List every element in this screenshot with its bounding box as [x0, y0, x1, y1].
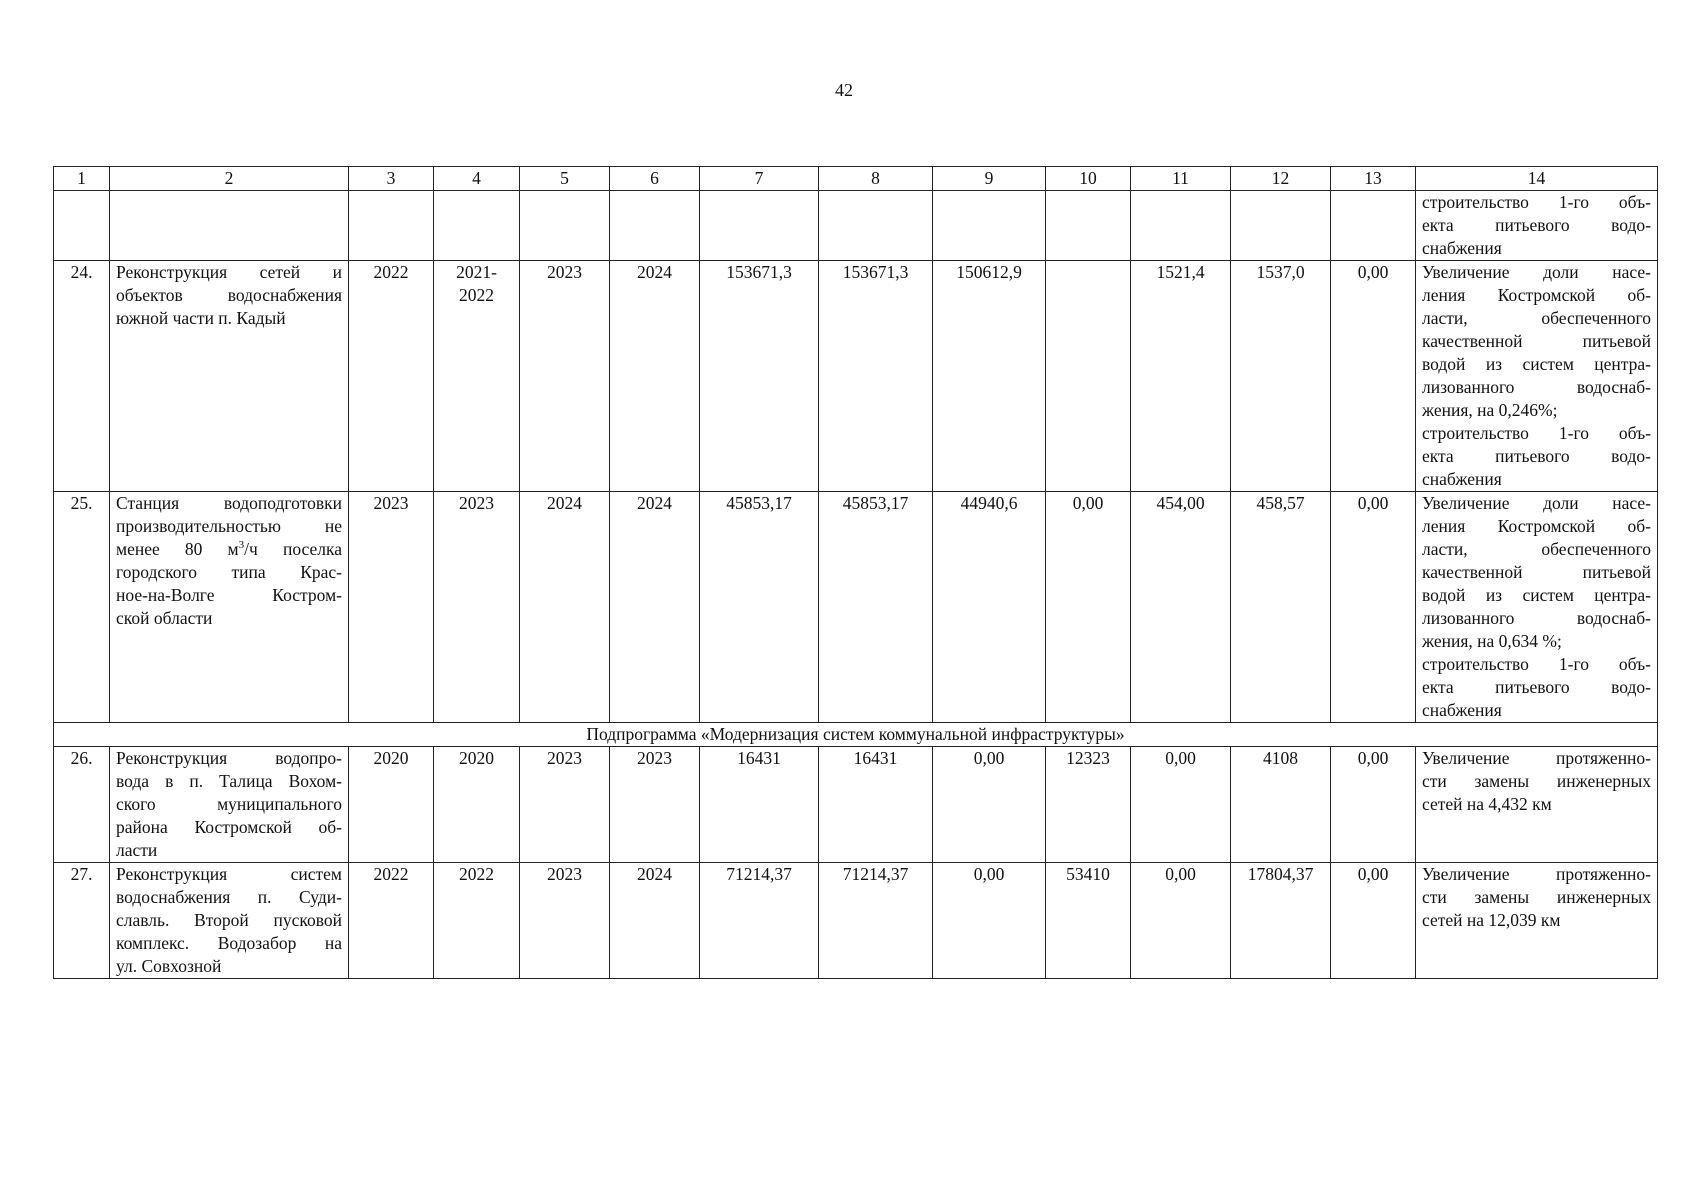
text-line: сетей на 4,432 км	[1422, 794, 1552, 814]
text-line: ления Костромской об-	[1422, 516, 1651, 536]
column-header: 10	[1046, 167, 1131, 191]
cell-col-13: 0,00	[1331, 261, 1416, 492]
page-number: 42	[835, 80, 853, 100]
text-line: района Костромской об-	[116, 817, 342, 837]
text-line: ления Костромской об-	[1422, 285, 1651, 305]
cell-col-7: 153671,3	[700, 261, 819, 492]
text-line: комплекс. Водозабор на	[116, 933, 342, 953]
cell-col-12: 17804,37	[1231, 863, 1331, 979]
subprogram-row	[54, 723, 1658, 747]
column-header: 6	[610, 167, 700, 191]
column-header: 1	[54, 167, 110, 191]
text-line: екта питьевого водо-	[1422, 215, 1651, 235]
text-line: Реконструкция водопро-	[116, 748, 342, 768]
cell-col-8: 45853,17	[819, 492, 933, 723]
text-line: сетей на 12,039 км	[1422, 910, 1561, 930]
text-line: екта питьевого водо-	[1422, 677, 1651, 697]
object-name-cell	[110, 492, 349, 723]
text-line: снабжения	[1422, 700, 1502, 720]
text-line: производительностью не	[116, 516, 342, 536]
column-header: 14	[1416, 167, 1658, 191]
cell-col-7: 16431	[700, 747, 819, 863]
text-line	[116, 538, 342, 561]
text-line: водой из систем центра-	[1422, 585, 1651, 605]
object-name-cell	[110, 747, 349, 863]
text-line: сти замены инженерных	[1422, 887, 1651, 907]
cell-col-10: 53410	[1046, 863, 1131, 979]
cell-col-4	[434, 261, 520, 492]
column-header: 7	[700, 167, 819, 191]
cell-col-3: 2020	[349, 747, 434, 863]
cell-col-5: 2023	[520, 747, 610, 863]
cell-col-3: 2022	[349, 863, 434, 979]
text-line: вода в п. Талица Вохом-	[116, 771, 342, 791]
text-line: славль. Второй пусковой	[116, 910, 342, 930]
cell-col-9: 0,00	[933, 747, 1046, 863]
cell-col-6: 2023	[610, 747, 700, 863]
table-row	[54, 261, 1658, 492]
text-line: Станция водоподготовки	[116, 493, 342, 513]
cell-col-10	[1046, 261, 1131, 492]
cell-col-11: 1521,4	[1131, 261, 1231, 492]
continuation-row	[54, 191, 1658, 261]
text-line: южной части п. Кадый	[116, 308, 286, 328]
cell-col-8: 16431	[819, 747, 933, 863]
text-line: Увеличение доли насе-	[1422, 493, 1651, 513]
column-header: 8	[819, 167, 933, 191]
cell-col-12: 4108	[1231, 747, 1331, 863]
column-header: 4	[434, 167, 520, 191]
cell-col-10: 12323	[1046, 747, 1131, 863]
cell-col-5: 2024	[520, 492, 610, 723]
cell-col-3: 2022	[349, 261, 434, 492]
row-number: 24.	[54, 261, 110, 492]
column-header: 12	[1231, 167, 1331, 191]
text-line: лизованного водоснаб-	[1422, 377, 1651, 397]
text-line: 2023	[459, 493, 494, 513]
cell-col-6: 2024	[610, 261, 700, 492]
cell-col-11: 454,00	[1131, 492, 1231, 723]
column-header: 9	[933, 167, 1046, 191]
cell-col-4	[434, 863, 520, 979]
text-fragment: поселка	[282, 539, 342, 559]
text-line: жения, на 0,634 %;	[1422, 631, 1562, 651]
text-line: Реконструкция сетей и	[116, 262, 342, 282]
cell-col-3: 2023	[349, 492, 434, 723]
text-line: ласти, обеспеченного	[1422, 308, 1651, 328]
cell-col-4	[434, 492, 520, 723]
text-line: водой из систем центра-	[1422, 354, 1651, 374]
result-cell	[1416, 863, 1658, 979]
text-line: 2022	[459, 864, 494, 884]
cell-col-7: 71214,37	[700, 863, 819, 979]
text-line: ской области	[116, 608, 213, 628]
text-line: строительство 1-го объ-	[1422, 423, 1651, 443]
table-row	[54, 747, 1658, 863]
cell-col-13: 0,00	[1331, 747, 1416, 863]
text-line: жения, на 0,246%;	[1422, 400, 1558, 420]
cell-col-12: 458,57	[1231, 492, 1331, 723]
table-row	[54, 492, 1658, 723]
text-line: водоснабжения п. Суди-	[116, 887, 342, 907]
cell-col-13: 0,00	[1331, 492, 1416, 723]
row-number: 27.	[54, 863, 110, 979]
cell-col-9: 0,00	[933, 863, 1046, 979]
cell-col-11: 0,00	[1131, 747, 1231, 863]
text-line: ное-на-Волге Костром-	[116, 585, 342, 605]
cell-col-8: 71214,37	[819, 863, 933, 979]
object-name-cell	[110, 863, 349, 979]
text-line: 2022	[459, 285, 494, 305]
cell-col-8: 153671,3	[819, 261, 933, 492]
cell-col-12: 1537,0	[1231, 261, 1331, 492]
cell-col-5: 2023	[520, 261, 610, 492]
column-header: 2	[110, 167, 349, 191]
unit-superscript: 3	[238, 539, 245, 552]
text-line: ласти, обеспеченного	[1422, 539, 1651, 559]
cell-col-10: 0,00	[1046, 492, 1131, 723]
row-number: 26.	[54, 747, 110, 863]
result-cell	[1416, 492, 1658, 723]
cell-col-11: 0,00	[1131, 863, 1231, 979]
cell-col-6: 2024	[610, 863, 700, 979]
text-line: объектов водоснабжения	[116, 285, 342, 305]
column-header: 13	[1331, 167, 1416, 191]
text-line: качественной питьевой	[1422, 562, 1651, 582]
text-line: лизованного водоснаб-	[1422, 608, 1651, 628]
text-line: сти замены инженерных	[1422, 771, 1651, 791]
cell-col-4	[434, 747, 520, 863]
program-table	[53, 166, 1658, 979]
cell-col-5: 2023	[520, 863, 610, 979]
cell-col-9: 150612,9	[933, 261, 1046, 492]
cell-col-13: 0,00	[1331, 863, 1416, 979]
text-line: ласти	[116, 840, 158, 860]
row-number: 25.	[54, 492, 110, 723]
text-line: екта питьевого водо-	[1422, 446, 1651, 466]
text-line: ул. Совхозной	[116, 956, 222, 976]
text-line: строительство 1-го объ-	[1422, 192, 1651, 212]
result-cell	[1416, 747, 1658, 863]
text-line: 2021-	[456, 262, 497, 282]
text-line: Увеличение протяженно-	[1422, 748, 1651, 768]
text-line: Увеличение доли насе-	[1422, 262, 1651, 282]
text-line: Реконструкция систем	[116, 864, 342, 884]
object-name-cell	[110, 261, 349, 492]
cell-col-9: 44940,6	[933, 492, 1046, 723]
text-fragment: /ч	[244, 539, 258, 559]
result-cell	[1416, 191, 1658, 261]
table-row	[54, 863, 1658, 979]
column-header: 3	[349, 167, 434, 191]
column-header: 11	[1131, 167, 1231, 191]
cell-col-7: 45853,17	[700, 492, 819, 723]
column-number-header-row	[54, 167, 1658, 191]
text-line: строительство 1-го объ-	[1422, 654, 1651, 674]
text-line: 2020	[459, 748, 494, 768]
text-line: снабжения	[1422, 238, 1502, 258]
text-line: качественной питьевой	[1422, 331, 1651, 351]
text-line: снабжения	[1422, 469, 1502, 489]
text-line: ского муниципального	[116, 794, 342, 814]
text-fragment: менее 80 м	[116, 539, 239, 559]
text-line: Увеличение протяженно-	[1422, 864, 1651, 884]
text-line: городского типа Крас-	[116, 562, 342, 582]
subprogram-title: Подпрограмма «Модернизация систем коммунальной инфраструктуры»	[54, 723, 1658, 747]
column-header: 5	[520, 167, 610, 191]
result-cell	[1416, 261, 1658, 492]
cell-col-6: 2024	[610, 492, 700, 723]
